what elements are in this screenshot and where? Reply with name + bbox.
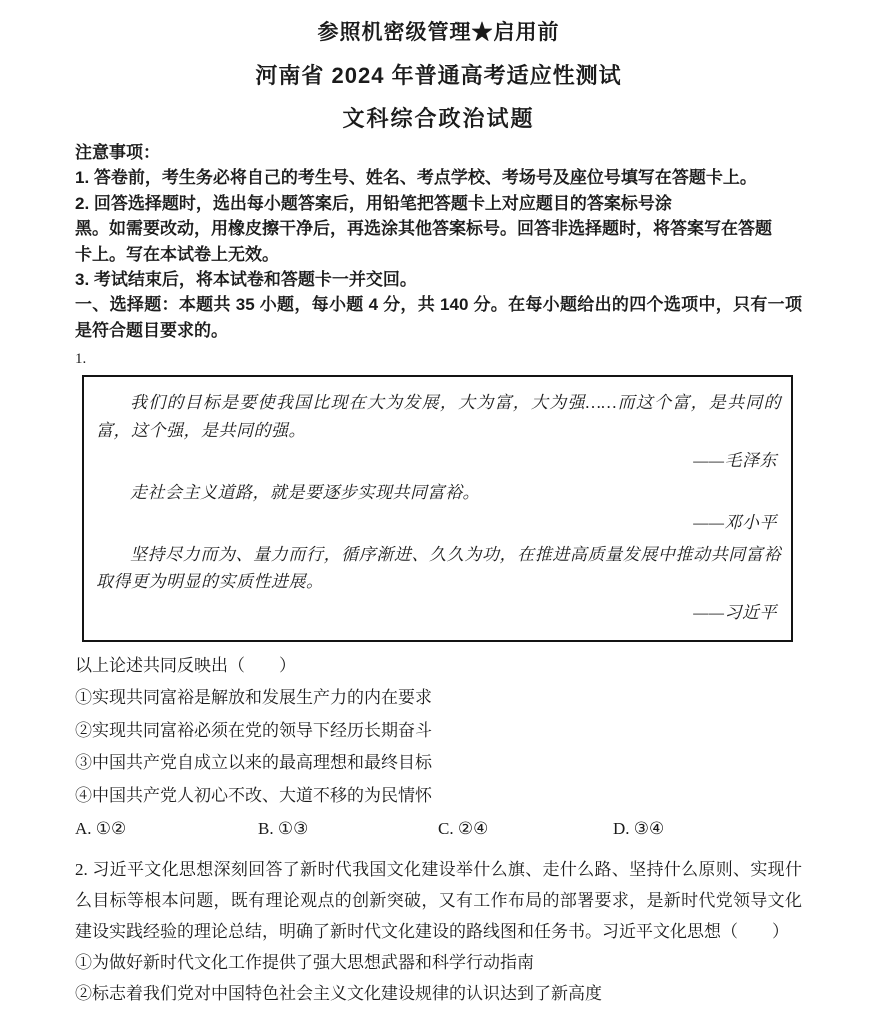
notice-line-5: 3. 考试结束后，将本试卷和答题卡一并交回。 <box>75 270 417 290</box>
option-d: D. ③④ <box>613 819 665 839</box>
section-1-heading: 一、选择题：本题共 35 小题，每小题 4 分，共 140 分。在每小题给出的四个选项中，只有一项是符合题目要求的。 <box>75 295 802 340</box>
quote-block-deng <box>96 479 781 537</box>
notice-line-2: 2. 回答选择题时，选出每小题答案后，用铅笔把答题卡上对应题目的答案标号涂 <box>75 193 672 213</box>
option-b: B. ①③ <box>258 819 309 839</box>
question-1-options <box>75 813 802 845</box>
notice-heading: 注意事项： <box>75 143 160 162</box>
quote-text-deng: 走社会主义道路，就是要逐步实现共同富裕。 <box>130 482 480 502</box>
quote-author-xi: ——习近平 <box>693 602 777 622</box>
q1-statement-1: ①实现共同富裕是解放和发展生产力的内在要求 <box>75 688 432 708</box>
quote-block-mao <box>96 389 781 475</box>
question-1-statements <box>75 682 802 812</box>
option-c: C. ②④ <box>438 819 489 839</box>
option-a: A. ①② <box>75 819 127 839</box>
paper-subject-title: 文科综合政治试题 <box>342 106 535 131</box>
quote-author-deng: ——邓小平 <box>693 513 777 533</box>
notice-block <box>75 140 802 343</box>
q1-statement-2: ②实现共同富裕必须在党的领导下经历长期奋斗 <box>75 720 432 740</box>
notice-line-1: 1. 答卷前，考生务必将自己的考生号、姓名、考点学校、考场号及座位号填写在答题卡上。 <box>75 168 757 188</box>
q2-statement-2: ②标志着我们党对中国特色社会主义文化建设规律的认识达到了新高度 <box>75 984 602 1004</box>
security-classification-note: 参照机密级管理★启用前 <box>317 21 560 44</box>
question-2-stem: 2. 习近平文化思想深刻回答了新时代我国文化建设举什么旗、走什么路、坚持什么原则、实现什么目标等根本问题，既有理论观点的创新突破，又有工作布局的部署要求，是新时代党领导文化建设实践经验的理论总结，明确了新时代文化建设的路线图和任务书。习近平文化思想（ ） <box>75 860 802 942</box>
question-1-number: 1. <box>75 351 87 368</box>
exam-title: 河南省 2024 年普通高考适应性测试 <box>255 63 622 88</box>
quote-text-xi: 坚持尽力而为、量力而行，循序渐进、久久为功，在推进高质量发展中推动共同富裕取得更为明显的实质性进展。 <box>96 544 781 592</box>
quote-text-mao: 我们的目标是要使我国比现在大为发展，大为富，大为强……而这个富，是共同的富，这个强，是共同的强。 <box>96 393 781 440</box>
quote-author-mao: ——毛泽东 <box>693 451 777 471</box>
question-1-stem: 以上论述共同反映出（ ） <box>75 656 296 676</box>
q1-statement-4: ④中国共产党人初心不改、大道不移的为民情怀 <box>75 785 432 805</box>
notice-line-3: 黑。如需要改动，用橡皮擦干净后，再选涂其他答案标号。回答非选择题时，将答案写在答题 <box>75 219 772 239</box>
quote-block-xi <box>96 541 781 627</box>
q2-statement-1: ①为做好新时代文化工作提供了强大思想武器和科学行动指南 <box>75 953 534 973</box>
question-2-statements <box>75 947 802 1009</box>
notice-line-4: 卡上。写在本试卷上无效。 <box>75 244 279 264</box>
q1-statement-3: ③中国共产党自成立以来的最高理想和最终目标 <box>75 753 432 773</box>
question-1-quote-box <box>82 375 793 642</box>
